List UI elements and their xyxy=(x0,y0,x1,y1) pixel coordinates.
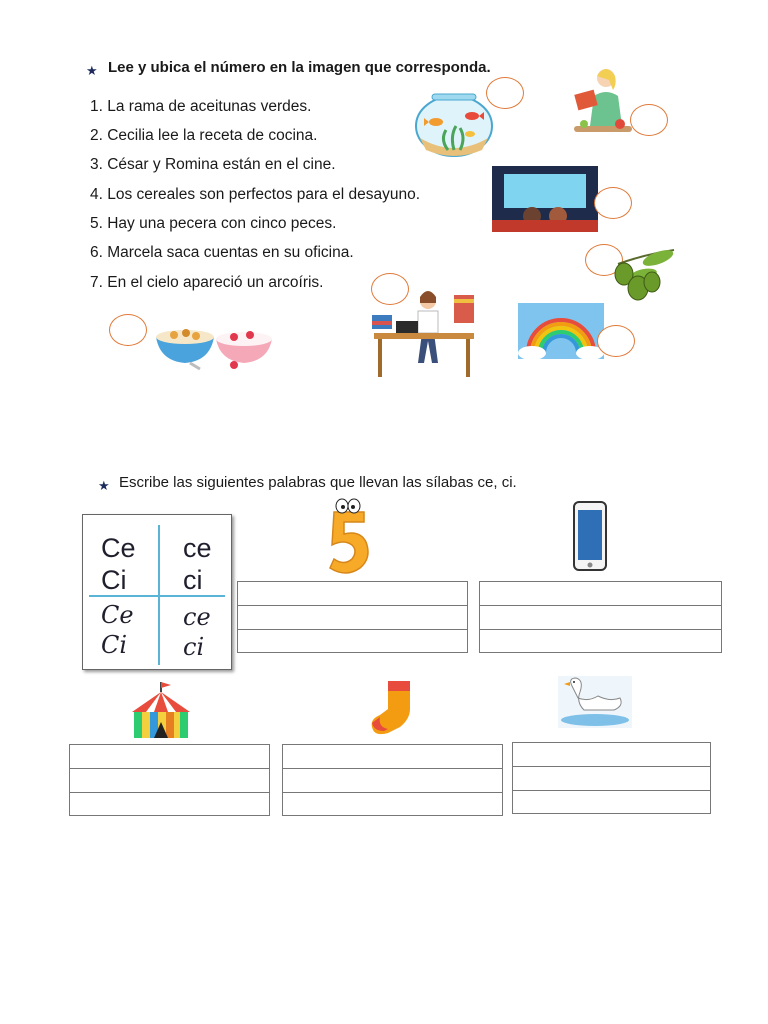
writing-line[interactable] xyxy=(283,793,502,817)
writing-lines-swan[interactable] xyxy=(512,742,711,814)
star-icon: ★ xyxy=(98,478,110,493)
print-lower-ci: ci xyxy=(183,565,203,595)
instruction-2: Escribe las siguientes palabras que llevan las sílabas ce, ci. xyxy=(119,474,517,491)
cursive-upper-ce: Ce xyxy=(101,601,134,629)
writing-line[interactable] xyxy=(238,606,467,630)
writing-line[interactable] xyxy=(513,767,710,791)
print-upper-ce: Ce xyxy=(101,533,136,563)
print-lower-ce: ce xyxy=(183,533,212,563)
cellphone-icon xyxy=(572,500,608,572)
writing-line[interactable] xyxy=(70,793,269,817)
syllable-card xyxy=(82,514,232,670)
sentence-6: 6. Marcela saca cuentas en su oficina. xyxy=(90,244,354,261)
sentence-2: 2. Cecilia lee la receta de cocina. xyxy=(90,127,318,144)
sentence-7: 7. En el cielo apareció un arcoíris. xyxy=(90,274,324,291)
answer-circle-cinema[interactable] xyxy=(594,187,632,219)
writing-line[interactable] xyxy=(70,769,269,793)
circus-tent-icon xyxy=(128,680,194,740)
cursive-lower-ci: ci xyxy=(183,633,205,661)
writing-line[interactable] xyxy=(480,630,721,654)
writing-lines-circus[interactable] xyxy=(69,744,270,816)
writing-line[interactable] xyxy=(283,745,502,769)
cursive-upper-ci: Ci xyxy=(101,631,128,659)
star-icon: ★ xyxy=(86,63,98,78)
writing-lines-sock[interactable] xyxy=(282,744,503,816)
writing-lines-five[interactable] xyxy=(237,581,468,653)
writing-line[interactable] xyxy=(238,582,467,606)
rainbow-icon xyxy=(518,303,604,359)
swan-icon xyxy=(558,676,632,728)
writing-line[interactable] xyxy=(513,791,710,815)
cereal-bowls-icon xyxy=(154,315,274,371)
sentence-5: 5. Hay una pecera con cinco peces. xyxy=(90,215,337,232)
olive-branch-icon xyxy=(610,244,678,304)
sentence-3: 3. César y Romina están en el cine. xyxy=(90,156,336,173)
writing-line[interactable] xyxy=(480,606,721,630)
sentence-4: 4. Los cereales son perfectos para el desayuno. xyxy=(90,186,421,203)
girl-reading-recipe-icon xyxy=(572,64,634,138)
number-five-icon xyxy=(324,498,370,576)
cursive-lower-ce: ce xyxy=(183,603,211,631)
writing-line[interactable] xyxy=(513,743,710,767)
answer-circle-girl-reading[interactable] xyxy=(630,104,668,136)
answer-circle-rainbow[interactable] xyxy=(597,325,635,357)
answer-circle-cereal[interactable] xyxy=(109,314,147,346)
answer-circle-fishbowl[interactable] xyxy=(486,77,524,109)
writing-lines-cellphone[interactable] xyxy=(479,581,722,653)
office-woman-icon xyxy=(370,285,480,381)
writing-line[interactable] xyxy=(70,745,269,769)
print-upper-ci: Ci xyxy=(101,565,127,595)
sentence-1: 1. La rama de aceitunas verdes. xyxy=(90,98,312,115)
sock-icon xyxy=(370,677,416,735)
fishbowl-icon xyxy=(412,88,496,160)
writing-line[interactable] xyxy=(283,769,502,793)
writing-line[interactable] xyxy=(480,582,721,606)
cinema-icon xyxy=(492,166,598,232)
writing-line[interactable] xyxy=(238,630,467,654)
instruction-1: Lee y ubica el número en la imagen que corresponda. xyxy=(108,59,491,76)
